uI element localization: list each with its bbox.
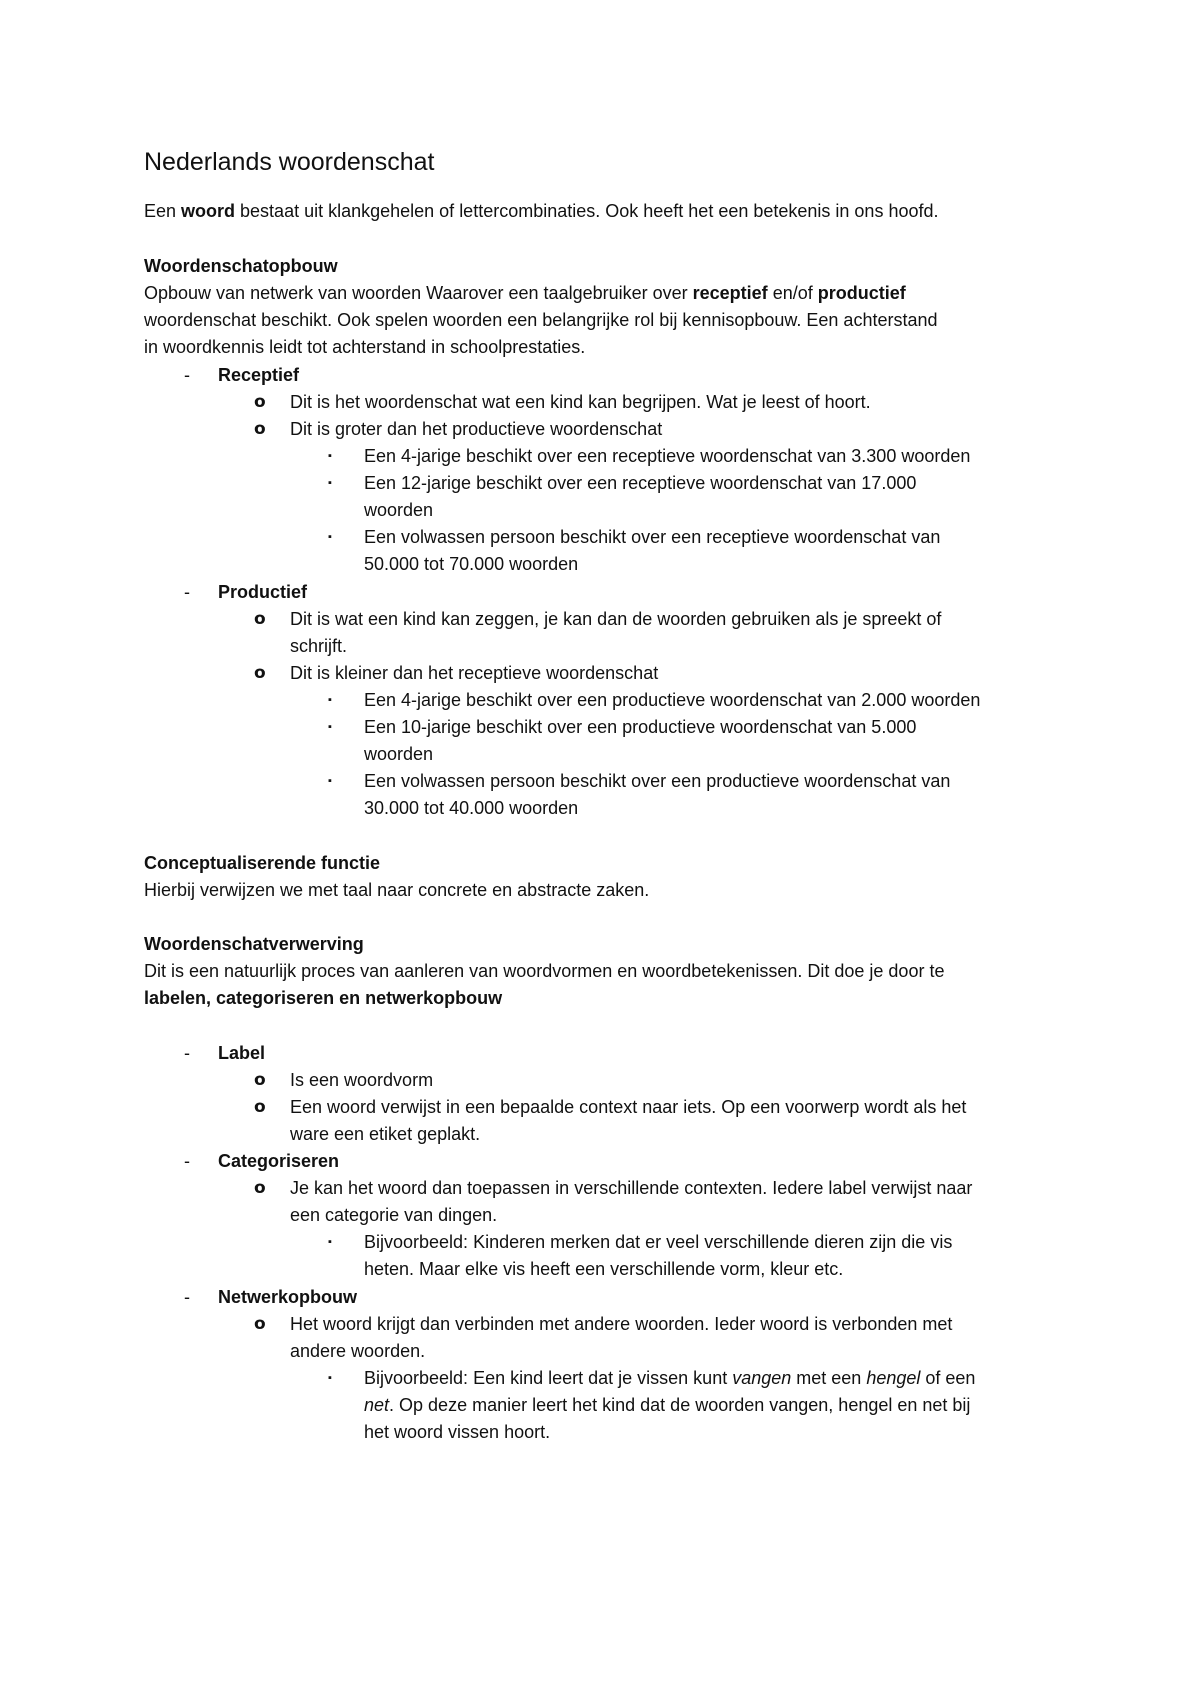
productief-sub1-line1: Dit is wat een kind kan zeggen, je kan dan de woorden gebruiken als je spreekt of xyxy=(290,609,942,629)
categoriseren-item1-line1: Bijvoorbeeld: Kinderen merken dat er veel verschillende dieren zijn die vis xyxy=(364,1232,953,1252)
netwerkopbouw-sub1-line1: Het woord krijgt dan verbinden met andere woorden. Ieder woord is verbonden met xyxy=(290,1314,953,1334)
receptief-item2-line1: Een 12-jarige beschikt over een receptieve woordenschat van 17.000 xyxy=(364,473,917,493)
bold-receptief: receptief xyxy=(692,283,768,303)
categoriseren-sub1-line2: een categorie van dingen. xyxy=(290,1205,498,1225)
productief-item3-line2: 30.000 tot 40.000 woorden xyxy=(364,798,579,818)
page-title: Nederlands woordenschat xyxy=(144,148,435,176)
section1-line2: woordenschat beschikt. Ook spelen woorden een belangrijke rol bij kennisopbouw. Een achterstand xyxy=(144,310,938,330)
receptief-item1: Een 4-jarige beschikt over een receptieve woordenschat van 3.300 woorden xyxy=(364,446,971,466)
intro-paragraph xyxy=(144,198,939,225)
intro-text-1: Een xyxy=(144,201,182,221)
productief-sub2: Dit is kleiner dan het receptieve woordenschat xyxy=(290,663,659,683)
dash-bullet: - xyxy=(184,1151,190,1171)
italic-net: net xyxy=(364,1395,390,1415)
dash-bullet: - xyxy=(184,582,190,602)
text: en/of xyxy=(767,283,818,303)
square-bullet: ▪ xyxy=(328,775,332,787)
italic-hengel: hengel xyxy=(866,1368,921,1388)
netwerkopbouw-item1-line1 xyxy=(364,1365,975,1392)
label-sub2-line1: Een woord verwijst in een bepaalde context naar iets. Op een voorwerp wordt als het xyxy=(290,1097,967,1117)
netwerkopbouw-sub1-line2: andere woorden. xyxy=(290,1341,426,1361)
receptief-sub2: Dit is groter dan het productieve woordenschat xyxy=(290,419,663,439)
netwerkopbouw-item1-line2 xyxy=(364,1392,970,1419)
circle-bullet: o xyxy=(254,1314,266,1334)
circle-bullet: o xyxy=(254,663,266,683)
heading-woordenschatverwerving: Woordenschatverwerving xyxy=(144,934,364,954)
circle-bullet: o xyxy=(254,419,266,439)
text: . Op deze manier leert het kind dat de woorden vangen, hengel en net bij xyxy=(389,1395,971,1415)
receptief-item3-line1: Een volwassen persoon beschikt over een receptieve woordenschat van xyxy=(364,527,941,547)
label-sub1: Is een woordvorm xyxy=(290,1070,434,1090)
circle-bullet: o xyxy=(254,1070,266,1090)
square-bullet: ▪ xyxy=(328,477,332,489)
square-bullet: ▪ xyxy=(328,450,332,462)
circle-bullet: o xyxy=(254,1178,266,1198)
square-bullet: ▪ xyxy=(328,531,332,543)
section2-text: Hierbij verwijzen we met taal naar concrete en abstracte zaken. xyxy=(144,880,650,900)
label-categoriseren: Categoriseren xyxy=(218,1151,340,1171)
netwerkopbouw-item1-line3: het woord vissen hoort. xyxy=(364,1422,551,1442)
square-bullet: ▪ xyxy=(328,694,332,706)
label-sub2-line2: ware een etiket geplakt. xyxy=(290,1124,481,1144)
dash-bullet: - xyxy=(184,1287,190,1307)
label-receptief: Receptief xyxy=(218,365,300,385)
dash-bullet: - xyxy=(184,1043,190,1063)
intro-text-2: bestaat uit klankgehelen of lettercombinaties. Ook heeft het een betekenis in ons hoofd. xyxy=(235,201,939,221)
square-bullet: ▪ xyxy=(328,721,332,733)
text: met een xyxy=(791,1368,867,1388)
categoriseren-sub1-line1: Je kan het woord dan toepassen in verschillende contexten. Iedere label verwijst naar xyxy=(290,1178,973,1198)
square-bullet: ▪ xyxy=(328,1236,332,1248)
productief-item1: Een 4-jarige beschikt over een productieve woordenschat van 2.000 woorden xyxy=(364,690,981,710)
text: Opbouw van netwerk van woorden Waarover een taalgebruiker over xyxy=(144,283,693,303)
productief-sub1-line2: schrijft. xyxy=(290,636,348,656)
section3-line2: labelen, categoriseren en netwerkopbouw xyxy=(144,988,503,1008)
text: Bijvoorbeeld: Een kind leert dat je vissen kunt xyxy=(364,1368,733,1388)
circle-bullet: o xyxy=(254,1097,266,1117)
dash-bullet: - xyxy=(184,365,190,385)
text: of een xyxy=(920,1368,976,1388)
productief-item2-line2: woorden xyxy=(364,744,434,764)
label-productief: Productief xyxy=(218,582,308,602)
italic-vangen: vangen xyxy=(732,1368,792,1388)
circle-bullet: o xyxy=(254,609,266,629)
section3-line1: Dit is een natuurlijk proces van aanleren van woordvormen en woordbetekenissen. Dit doe je door te xyxy=(144,961,945,981)
section1-line1 xyxy=(144,280,906,307)
circle-bullet: o xyxy=(254,392,266,412)
productief-item3-line1: Een volwassen persoon beschikt over een productieve woordenschat van xyxy=(364,771,951,791)
square-bullet: ▪ xyxy=(328,1372,332,1384)
heading-woordenschatopbouw: Woordenschatopbouw xyxy=(144,256,338,276)
label-label: Label xyxy=(218,1043,266,1063)
heading-conceptualiserende-functie: Conceptualiserende functie xyxy=(144,853,381,873)
receptief-sub1: Dit is het woordenschat wat een kind kan begrijpen. Wat je leest of hoort. xyxy=(290,392,871,412)
section1-line3: in woordkennis leidt tot achterstand in schoolprestaties. xyxy=(144,337,586,357)
bold-productief: productief xyxy=(817,283,906,303)
label-netwerkopbouw: Netwerkopbouw xyxy=(218,1287,358,1307)
productief-item2-line1: Een 10-jarige beschikt over een productieve woordenschat van 5.000 xyxy=(364,717,917,737)
intro-bold-word: woord xyxy=(181,201,236,221)
categoriseren-item1-line2: heten. Maar elke vis heeft een verschillende vorm, kleur etc. xyxy=(364,1259,844,1279)
receptief-item3-line2: 50.000 tot 70.000 woorden xyxy=(364,554,579,574)
receptief-item2-line2: woorden xyxy=(364,500,434,520)
